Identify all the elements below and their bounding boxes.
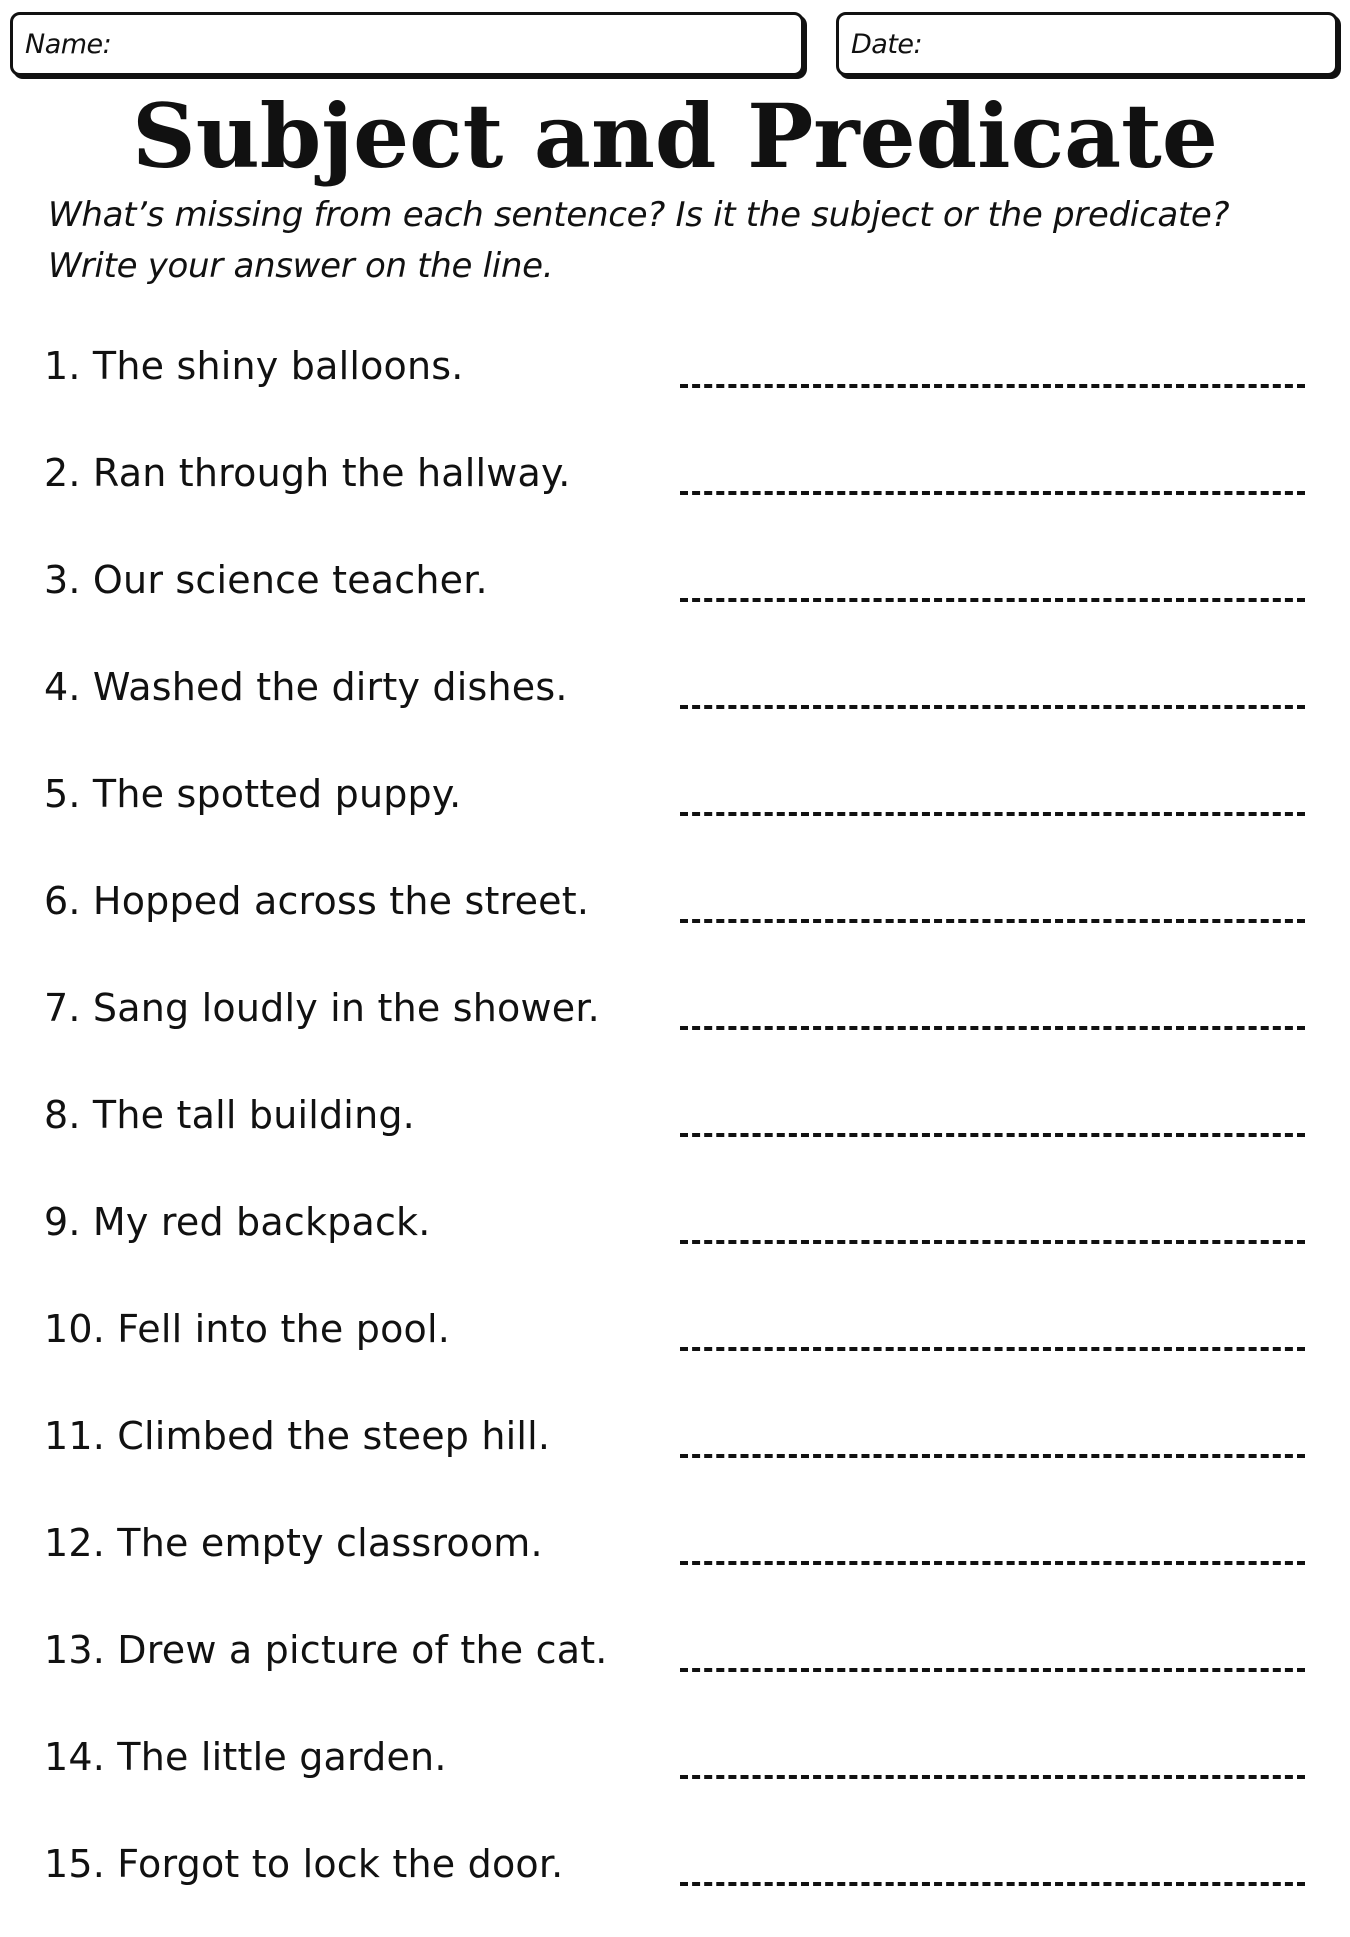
worksheet-title: Subject and Predicate xyxy=(132,84,1218,188)
answer-line[interactable] xyxy=(680,705,1305,709)
question-item xyxy=(0,1188,1350,1295)
question-item xyxy=(0,546,1350,653)
question-text: 2. Ran through the hallway. xyxy=(44,451,571,495)
answer-line[interactable] xyxy=(680,919,1305,923)
question-text: 8. The tall building. xyxy=(44,1093,415,1137)
question-text: 11. Climbed the steep hill. xyxy=(44,1414,551,1458)
question-text: 7. Sang loudly in the shower. xyxy=(44,986,600,1030)
question-item xyxy=(0,1295,1350,1402)
question-item xyxy=(0,760,1350,867)
question-text: 14. The little garden. xyxy=(44,1735,447,1779)
question-text: 12. The empty classroom. xyxy=(44,1521,543,1565)
question-text: 4. Washed the dirty dishes. xyxy=(44,665,568,709)
answer-line[interactable] xyxy=(680,1026,1305,1030)
question-item xyxy=(0,439,1350,546)
question-text: 9. My red backpack. xyxy=(44,1200,431,1244)
question-text: 15. Forgot to lock the door. xyxy=(44,1842,564,1886)
answer-line[interactable] xyxy=(680,1561,1305,1565)
question-text: 13. Drew a picture of the cat. xyxy=(44,1628,608,1672)
question-text: 3. Our science teacher. xyxy=(44,558,488,602)
answer-line[interactable] xyxy=(680,812,1305,816)
question-item xyxy=(0,1081,1350,1188)
question-item xyxy=(0,653,1350,760)
question-item xyxy=(0,974,1350,1081)
name-field[interactable] xyxy=(10,12,804,76)
answer-line[interactable] xyxy=(680,1240,1305,1244)
question-item xyxy=(0,332,1350,439)
answer-line[interactable] xyxy=(680,1882,1305,1886)
answer-line[interactable] xyxy=(680,1133,1305,1137)
answer-line[interactable] xyxy=(680,1668,1305,1672)
answer-line[interactable] xyxy=(680,1454,1305,1458)
question-item xyxy=(0,1509,1350,1616)
question-list xyxy=(0,332,1350,1937)
date-label: Date: xyxy=(851,29,923,60)
answer-line[interactable] xyxy=(680,598,1305,602)
answer-line[interactable] xyxy=(680,384,1305,388)
question-text: 5. The spotted puppy. xyxy=(44,772,462,816)
question-text: 10. Fell into the pool. xyxy=(44,1307,451,1351)
question-item xyxy=(0,1723,1350,1830)
question-text: 6. Hopped across the street. xyxy=(44,879,590,923)
answer-line[interactable] xyxy=(680,491,1305,495)
question-item xyxy=(0,1830,1350,1937)
question-item xyxy=(0,1402,1350,1509)
question-text: 1. The shiny balloons. xyxy=(44,344,464,388)
instructions: What’s missing from each sentence? Is it the subject or the predicate? Write your answer on the line. xyxy=(48,195,1230,286)
date-field[interactable] xyxy=(836,12,1338,76)
name-label: Name: xyxy=(25,29,112,60)
question-item xyxy=(0,867,1350,974)
question-item xyxy=(0,1616,1350,1723)
answer-line[interactable] xyxy=(680,1347,1305,1351)
answer-line[interactable] xyxy=(680,1775,1305,1779)
